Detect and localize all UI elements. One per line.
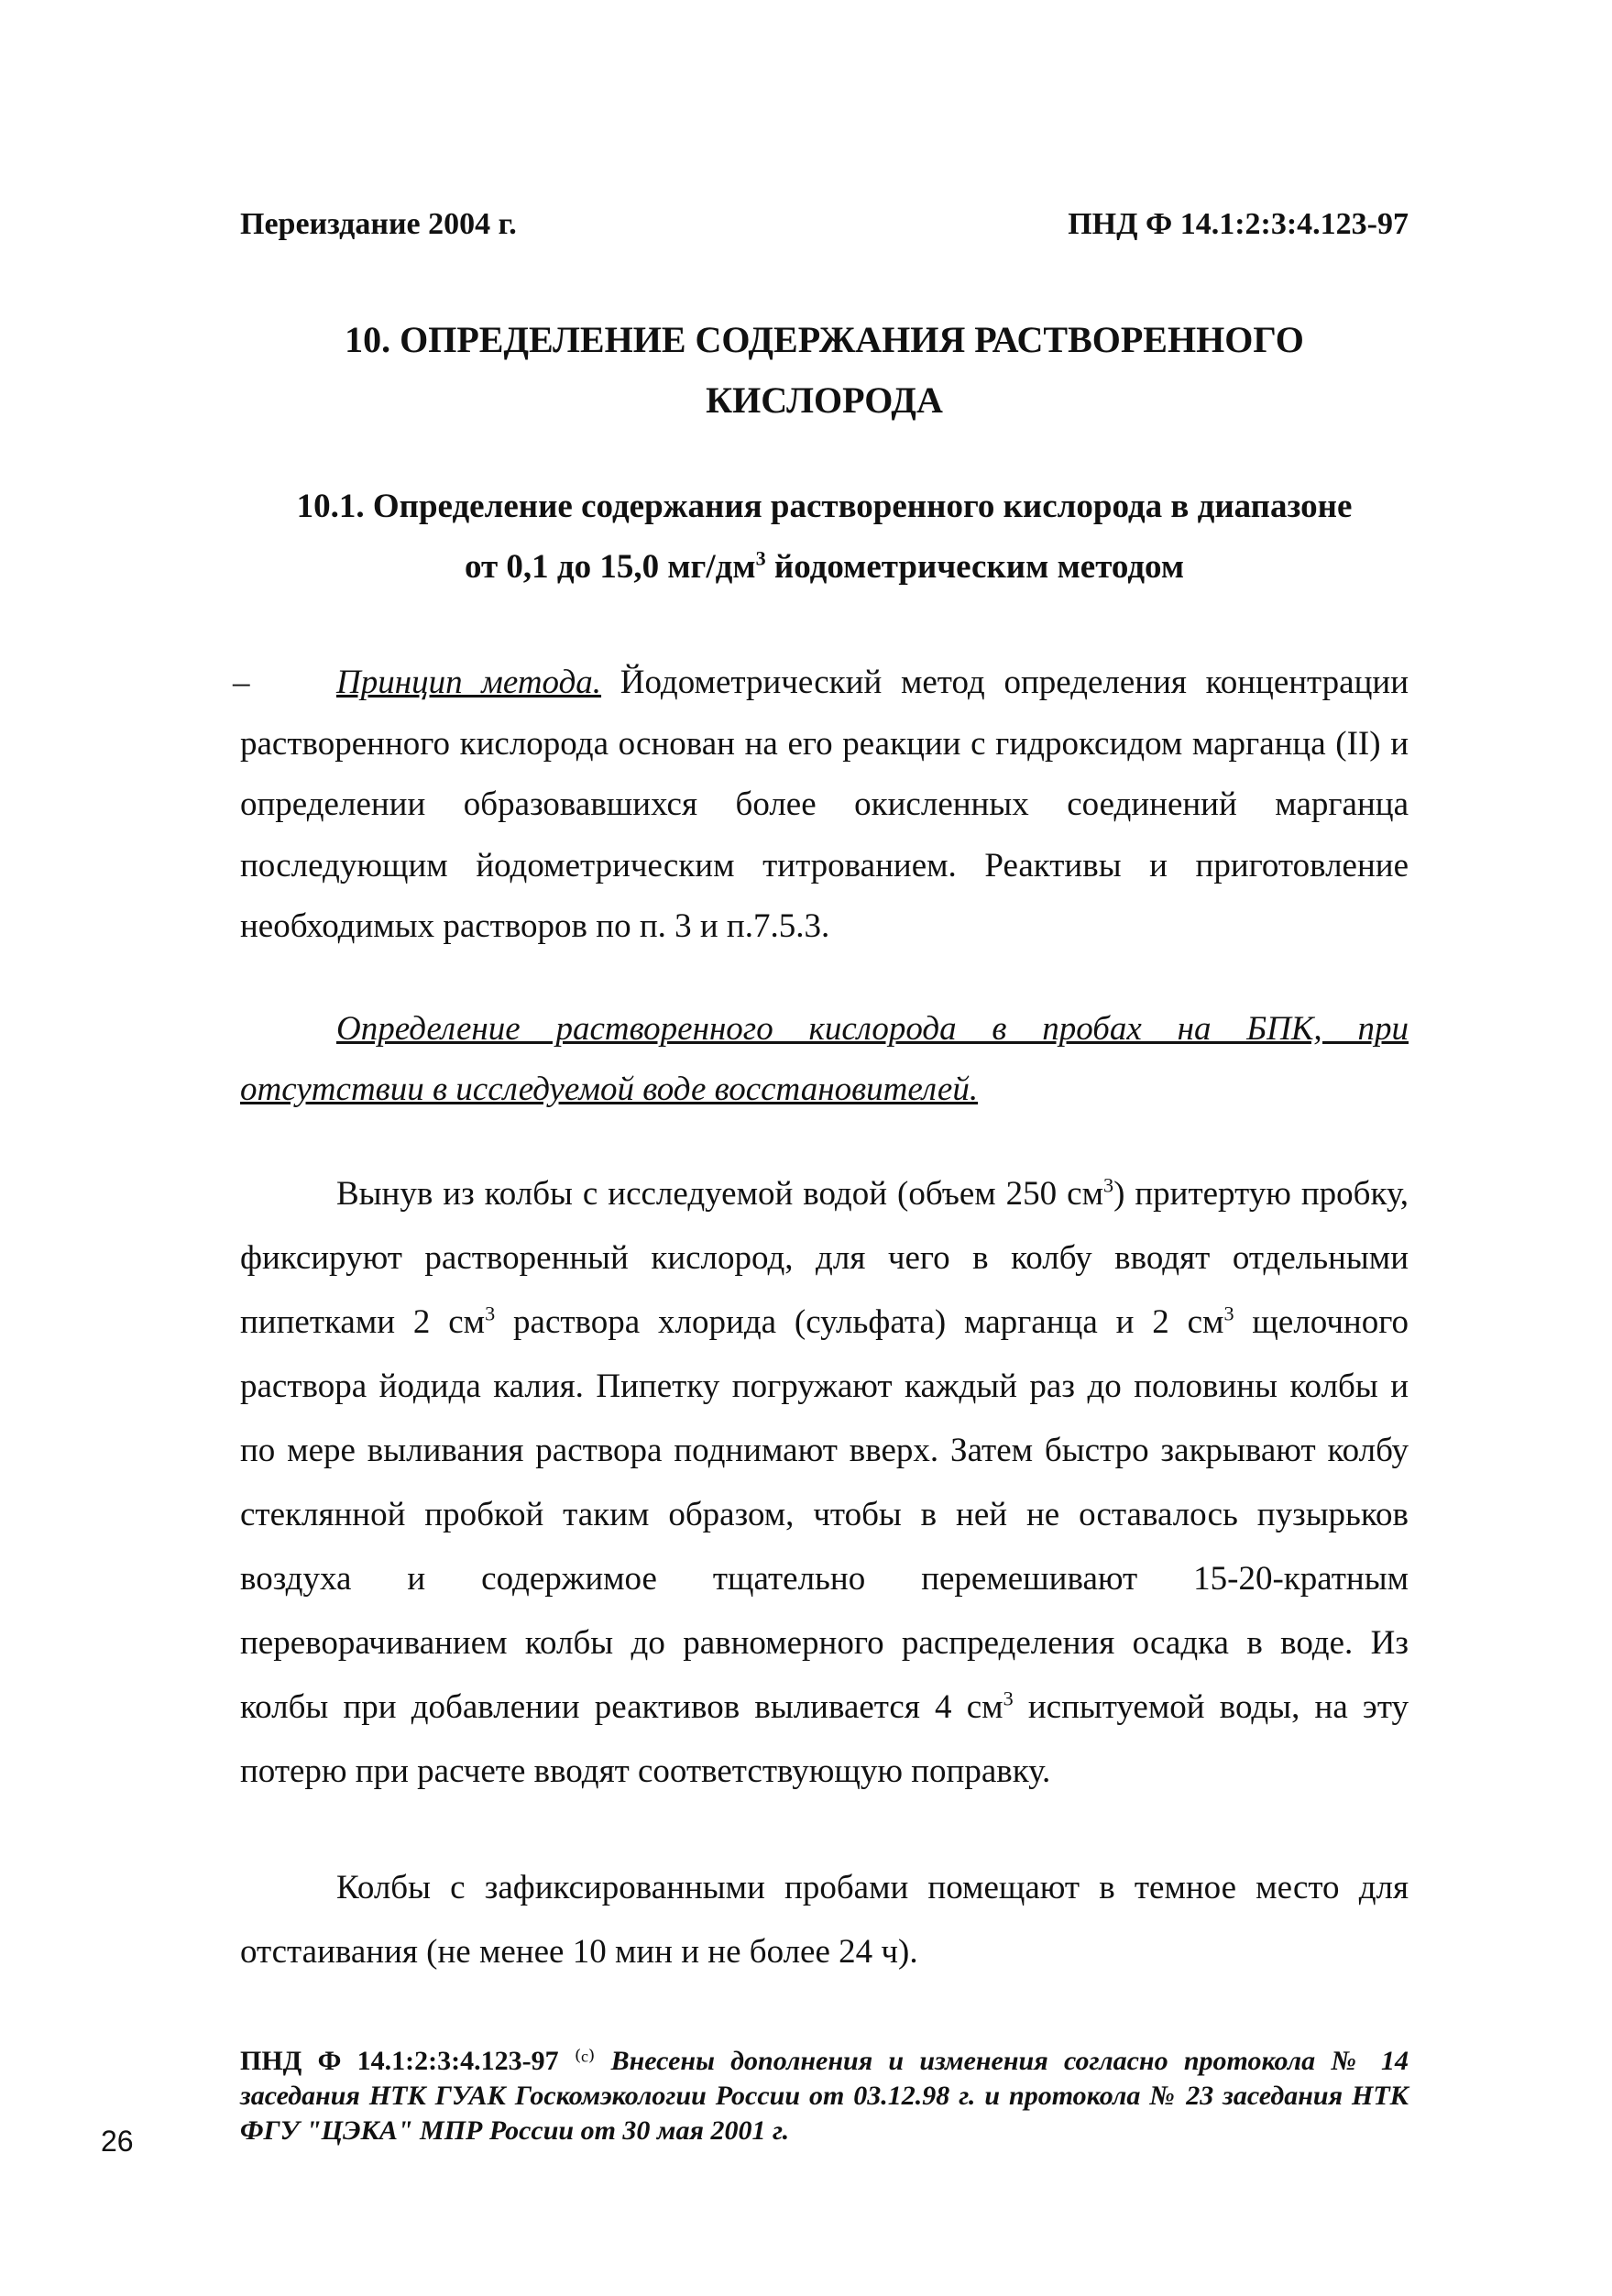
subsection-title-line1: 10.1. Определение содержания растворенного кислорода в диапазоне: [296, 488, 1353, 525]
text-run: раствора хлорида (сульфата) марганца и 2 см: [495, 1303, 1224, 1341]
footnote: [240, 2044, 1409, 2148]
section-title: [240, 310, 1409, 431]
superscript: 3: [755, 546, 766, 570]
subsection-title-range: от 0,1 до 15,0 мг/дм: [464, 548, 756, 586]
header-edition: Переиздание 2004 г.: [240, 207, 517, 241]
principle-label: Принцип метода.: [336, 664, 602, 701]
dash-mark: –: [233, 664, 250, 701]
header-document-code: ПНД Ф 14.1:2:3:4.123-97: [1068, 207, 1409, 241]
method-heading: Определение растворенного кислорода в пробах на БПК, при отсутствии в исследуемой воде восстановителей.: [240, 1010, 1409, 1108]
text-run: щелочного раствора йодида калия. Пипетку погружают каждый раз до половины колбы и по мере выливания раствора поднимают вверх. Затем быстро закрывают колбу стеклянной пробкой таким образом, чтобы в ней не оставалось пузырьков воздуха и содержимое тщательно перемешивают 15-20-кратным переворачиванием колбы до равномерного распределения осадка в воде. Из колбы при добавлении реактивов выливается 4 см: [240, 1303, 1409, 1726]
text-run: испытуемой воды, на эту потерю при расчете вводят соответствующую поправку.: [240, 1688, 1409, 1790]
subsection-title-method: йодометрическим методом: [765, 548, 1185, 586]
superscript: 3: [485, 1302, 496, 1325]
text-run: Вынув из колбы с исследуемой водой (объем 250 см: [336, 1175, 1103, 1213]
page-number: 26: [101, 2125, 134, 2158]
procedure-paragraph: [240, 1162, 1409, 1804]
text-run: ) притертую пробку, фиксируют растворенный кислород, для чего в колбу вводят отдельными пипетками 2 см: [240, 1175, 1409, 1341]
section-title-line2: КИСЛОРОДА: [706, 379, 943, 421]
storage-paragraph: Колбы с зафиксированными пробами помещают в темное место для отстаивания (не менее 10 мин и не более 24 ч).: [240, 1869, 1409, 1971]
principle-text: Йодометрический метод определения концентрации растворенного кислорода основан на его реакции с гидроксидом марганца (II) и определении образовавшихся более окисленных соединений марганца последующим йодометрическим титрованием. Реактивы и приготовление необходимых растворов по п. 3 и п.7.5.3.: [240, 664, 1409, 945]
superscript: 3: [1102, 1173, 1114, 1197]
section-title-line1: 10. ОПРЕДЕЛЕНИЕ СОДЕРЖАНИЯ РАСТВОРЕННОГО: [345, 319, 1304, 360]
superscript: 3: [1003, 1686, 1014, 1710]
footnote-mark: ⁽ᶜ⁾: [558, 2046, 611, 2076]
superscript: 3: [1223, 1302, 1234, 1325]
footnote-text: Внесены дополнения и изменения согласно протокола № 14 заседания НТК ГУАК Госкомэкологии России от 03.12.98 г. и протокола № 23 заседания НТК ФГУ "ЦЭКА" МПР России от 30 мая 2001 г.: [240, 2046, 1409, 2146]
subsection-title: [240, 477, 1409, 598]
subsection-title-line2: [240, 537, 1409, 598]
footnote-code: ПНД Ф 14.1:2:3:4.123-97: [240, 2046, 559, 2076]
principle-paragraph: [233, 653, 1409, 958]
